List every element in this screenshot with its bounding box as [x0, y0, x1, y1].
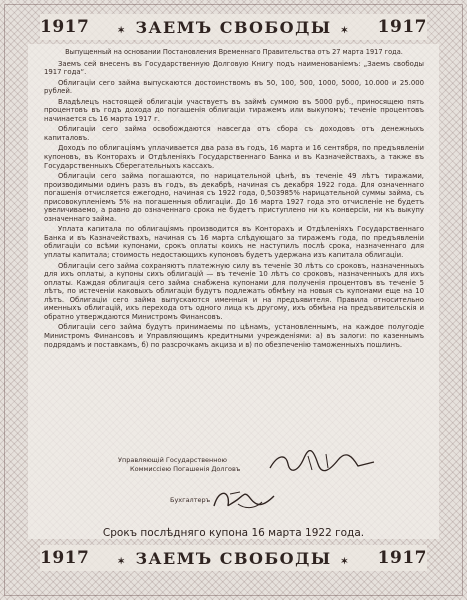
handwritten-signature-1: [268, 450, 378, 476]
paragraph-capital-payment: Уплата капитала по облигаціямъ производится въ Конторахъ и Отдѣленіяхъ Государственнаго Банка и въ Казначействахъ, начиная съ 16 марта слѣдующаго за тиражемъ года, по предъявленіи облигаціи со всѣми купонами, срокъ оплаты коихъ не наступилъ послѣ срока, назначеннаго для уплаты капитала; стоимость недостающихъ купоновъ будетъ удержана изъ капитала облигаціи.: [44, 225, 424, 260]
header-year-left: 1917: [40, 17, 90, 37]
header-year-right: 1917: [377, 17, 427, 37]
star-ornament-icon: ✶: [340, 556, 350, 567]
star-ornament-icon: ✶: [117, 556, 127, 567]
paragraph-interest: Доходъ по облигаціямъ уплачивается два раза въ годъ, 16 марта и 16 сентября, по предъявленіи купоновъ, въ Конторахъ и Отдѣленіяхъ Государственнаго Банка и въ Казначействахъ, а также въ Государственныхъ Сберегательныхъ кассахъ.: [44, 144, 424, 170]
header-title: ЗАЕМЪ СВОБОДЫ: [135, 17, 332, 37]
signatory-title-line1: Управляющій Государственною: [118, 456, 228, 464]
last-coupon-date: Срокъ послѣдняго купона 16 марта 1922 года.: [102, 527, 365, 539]
paragraph-collateral: Облигаціи сего займа будутъ принимаемы по цѣнамъ, установленнымъ, на каждое полугодіе Министромъ Финансовъ и Управляющимъ кредитными учрежденіями: а) въ залоги: по казеннымъ подрядамъ и поставкамъ, б) по разсрочкамъ акциза и в) по обезпеченію таможенныхъ пошлинъ.: [44, 323, 424, 349]
paragraph-registry: Заемъ сей внесенъ въ Государственную Долговую Книгу подъ наименованіемъ: „Заемъ свободы 1917 года“.: [44, 59, 424, 77]
handwritten-signature-2: [210, 486, 280, 512]
star-ornament-icon: ✶: [340, 25, 350, 36]
header-title-group: [115, 18, 351, 37]
footer-year-left: 1917: [40, 548, 90, 568]
paragraph-tax-exemption: Облигаціи сего займа освобождаются навсегда отъ сбора съ доходовъ отъ денежныхъ капиталовъ.: [44, 125, 424, 142]
footer-banner: [40, 545, 427, 571]
footer-title: ЗАЕМЪ СВОБОДЫ: [135, 548, 332, 568]
footer-year-right: 1917: [377, 548, 427, 568]
bond-text: [44, 48, 424, 351]
accountant-label: Бухгалтеръ: [170, 496, 211, 504]
paragraph-holder: Владѣлецъ настоящей облигаціи участвуетъ въ займѣ суммою въ 5000 руб., приносящею пять процентовъ въ годъ дохода до погашенія облигаціи тиражемъ или выкупомъ; теченіе процентовъ начинается съ 16 марта 1917 г.: [44, 97, 424, 123]
signatory-title-line2: Коммиссіею Погашенія Долговъ: [130, 465, 241, 473]
star-ornament-icon: ✶: [117, 25, 127, 36]
paragraph-validity: Облигаціи сего займа сохраняютъ платежную силу въ теченіе 30 лѣтъ со сроковъ, назначенныхъ для ихъ оплаты, а купоны сихъ облигацій — въ теченіе 10 лѣтъ со сроковъ, назначенныхъ для ихъ оплаты. Каждая облигація сего займа снабжена купонами для полученія процентовъ въ теченіе 5 лѣтъ, по истеченіи каковыхъ облигаціи будутъ подлежать обмѣну на новыя съ купонами еще на 10 лѣтъ. Облигаціи сего займа выпускаются именныя и на предъявителя. Правила относительно именныхъ облигацій, ихъ перехода отъ одного лица къ другому, ихъ обмѣна на предъявительскія и обратно утверждаются Министромъ Финансовъ.: [44, 261, 424, 321]
paragraph-denominations: Облигаціи сего займа выпускаются достоинствомъ въ 50, 100, 500, 1000, 5000, 10.000 и 25.000 рублей.: [44, 78, 424, 96]
issue-basis: Выпущенный на основании Постановления Временнаго Правительства отъ 27 марта 1917 года.: [65, 48, 403, 56]
header-banner: [40, 14, 427, 40]
signature-block: [118, 456, 418, 516]
footer-title-group: [115, 549, 351, 568]
paragraph-redemption: Облигаціи сего займа погашаются, по нарицательной цѣнѣ, въ теченіе 49 лѣтъ тиражами, производимыми одинъ разъ въ годъ, въ декабрѣ, начиная съ декабря 1922 года. Для означеннаго погашенія отчисляется ежегодно, начиная съ 1922 года, 0,503985% нарицательной суммы займа, съ присовокупленіемъ 5% на погашенныя облигаціи. До 16 марта 1927 года это отчисленіе не будетъ увеличиваемо, а равно до означеннаго срока не будетъ приступлено ни къ конверсіи, ни къ выкупу означеннаго займа.: [44, 172, 424, 223]
